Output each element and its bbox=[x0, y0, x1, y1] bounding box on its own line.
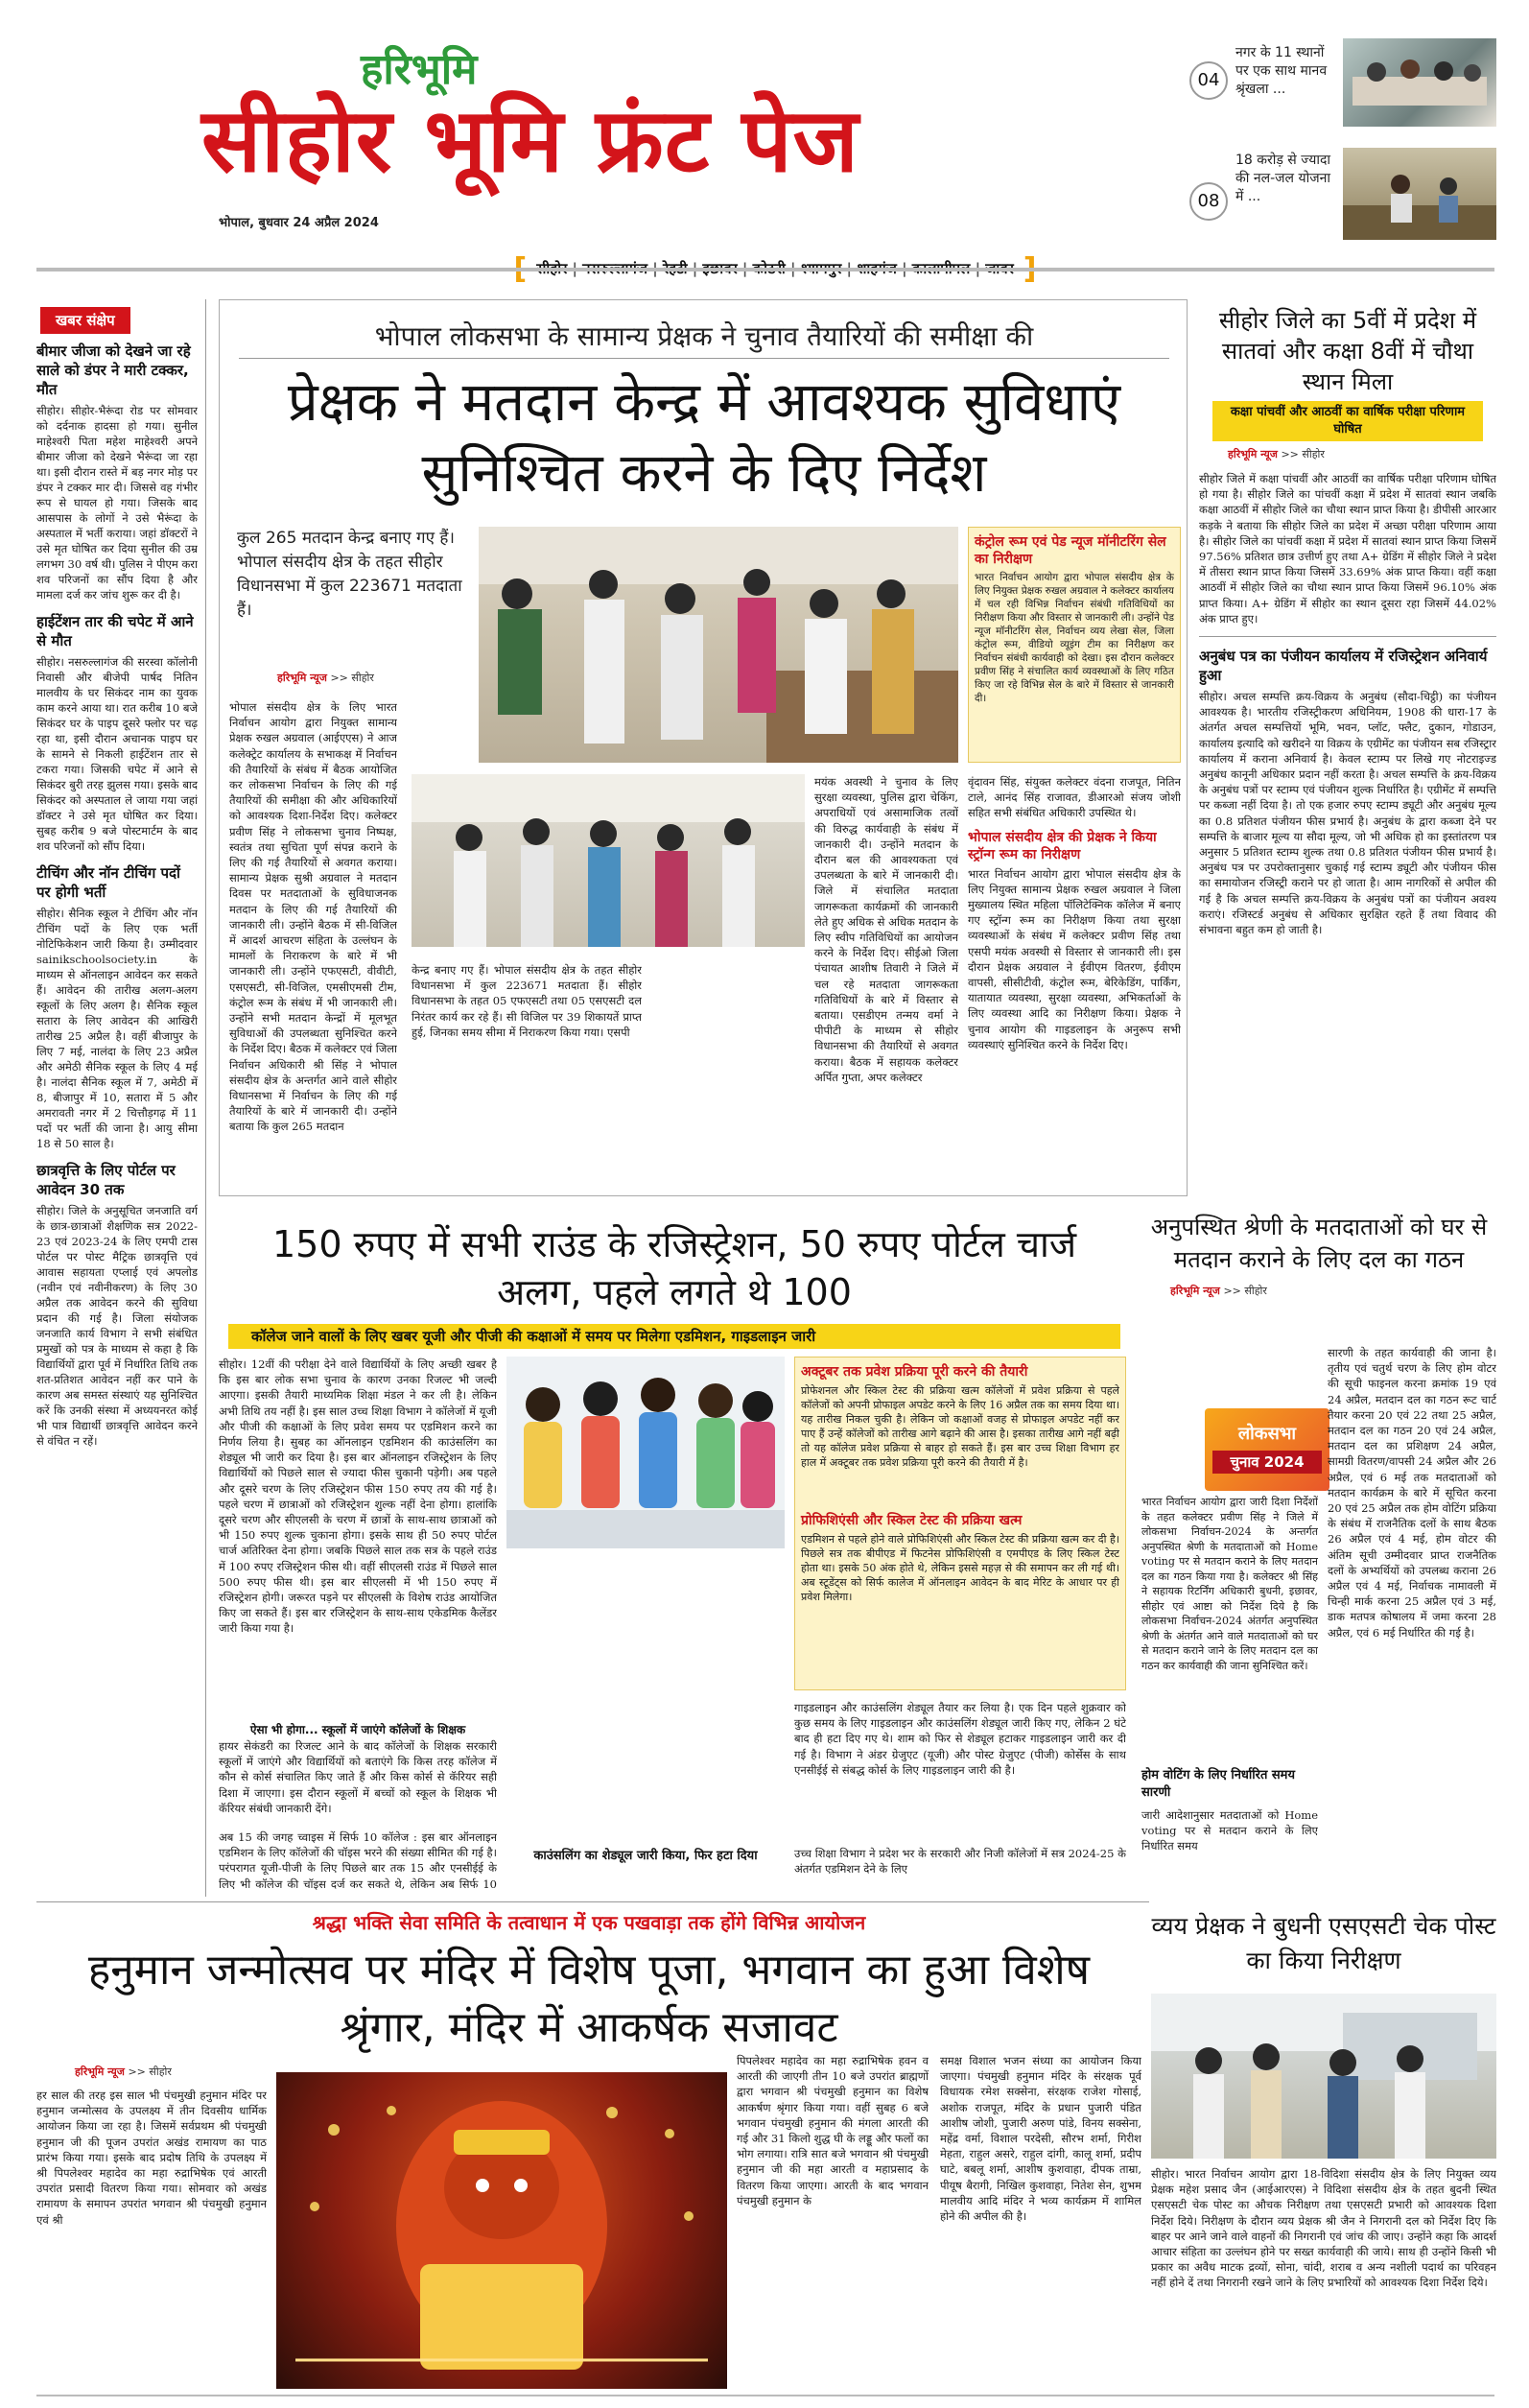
schedule-body: जारी आदेशानुसार मतदाताओं को Home voting पर से मतदान कराने के लिए निर्धारित समय bbox=[1141, 1808, 1318, 1853]
edition-date: भोपाल, बुधवार 24 अप्रैल 2024 bbox=[219, 216, 379, 230]
lead-col-1: भोपाल संसदीय क्षेत्र के लिए भारत निर्वाचन आयोग द्वारा नियुक्त सामान्य प्रेक्षक रुखल अग्रवाल (आईएएस) ने आज कलेक्ट्रेट कार्यालय के सभाकक्ष में निर्वाचन की तैयारियों के संबंध में बैठक आयोजित कर लोकसभा निर्वाचन के लिए की गई तैयारियों की समीक्षा की और अधिकारियों को आवश्यक दिशा-निर्देश दिए। कलेक्टर प्रवीण सिंह ने लोकसभा चुनाव निष्पक्ष, स्वतंत्र तथा सुचिता पूर्ण संपन्न कराने के लिए की गई तैयारियों से अवगत कराया। सामान्य प्रेक्षक सुश्री अग्रवाल ने मतदान दिवस पर मतदाताओं के सुविधाजनक मतदान के लिए की गई तैयारियों की जानकारी ली। उन्होंने बैठक में सी-विजिल में आदर्श आचरण संहिता के उल्लंघन के मामलों के निराकरण के बारे में भी जानकारी ली। उन्होंने एफएसटी, वीवीटी, एसएसटी, सी-विजिल, एमसीएमसी टीम, कंट्रोल रूम के संबंध में भी जानकारी ली। उन्होंने सभी मतदान केन्द्रों में मूलभूत सुविधाओं की उपलब्धता सुनिश्चित करने के निर्देश दिए। बैठक में कलेक्टर एवं जिला निर्वाचन अधिकारी श्री सिंह ने भोपाल संसदीय क्षेत्र के अन्तर्गत आने वाले सीहोर विधानसभा में निर्वाचन के लिए की गई तैयारियों के बारे में जानकारी दी। उन्होंने बताया कि कुल 265 मतदान bbox=[229, 700, 397, 1134]
pull-quote: कुल 265 मतदान केन्द्र बनाए गए हैं। भोपाल संसदीय क्षेत्र के तहत सीहोर विधानसभा में कुल 223671 मतदाता हैं। bbox=[237, 529, 462, 620]
inspection-body: सीहोर। भारत निर्वाचन आयोग द्वारा 18-विदिशा संसदीय क्षेत्र के लिए नियुक्त व्यय प्रेक्षक महेश प्रसाद जैन (आईआरएस) ने विदिशा संसदीय क्षेत्र के तहत बुदनी स्थित एसएसटी चेक पोस्ट का औचक निरीक्षण तथा एसएसटी प्रभारी को आवश्यक दिशा निर्देश दिये। निरीक्षण के दौरान व्यय प्रेक्षक श्री जैन ने निगरानी दल को निर्देश दिए कि बाहर पर आने जाने वाले वाहनों की निगरानी एवं जांच की जाए। उन्होंने कहा कि आदर्श आचार संहिता का उल्लंघन होने पर सख्त कार्यवाही की जाये। साथ ही उन्होंने किसी भी प्रकार का अवैध माटक द्रव्यों, सोना, चांदी, शराब व अन्य नशीली पदार्थ का परिवहन नहीं होने दें तथा निगरानी रखने जाने के लिए प्रभारियों को आवश्यक दिशा निर्देश दिये। bbox=[1151, 2167, 1496, 2290]
photo-hanuman-idol bbox=[276, 2072, 727, 2389]
teaser-photo-pipeline bbox=[1343, 148, 1496, 240]
home-voting-story[interactable] bbox=[1141, 1211, 1496, 1897]
page-title: सीहोर भूमि फ्रंट पेज bbox=[201, 89, 859, 192]
brief-body: सीहोर। सीहोर-भैरूंदा रोड पर सोमवार को दर्दनाक हादसा हो गया। सुनील माहेश्वरी पिता महेश माहेश्वरी अपने बीमार जीजा को देखने भैरूंदा जा रहा था। इसी दौरान रास्ते में बड़ नगर मोड़ पर डंपर ने टक्कर मार दी। जिससे वह गंभीर रूप से घायल हो गया। जिसके बाद आसपास के लोगों ने उसे भैरूंदा के अस्पताल में भर्ती कराया। जहां डॉक्टरों ने उसे मृत घोषित कर दिया सुनील की उम्र लगभग 30 वर्ष थी। पुलिस ने पीएम करा शव परिजनों का सौंप दिया है और मामला दर्ज कर जांच शुरू कर दी है। bbox=[36, 404, 198, 602]
admission-col1b-head: ऐसा भी होगा... स्कूलों में जाएंगे कॉलेजों के शिक्षक bbox=[249, 1723, 466, 1736]
admission-col1b: हायर सेकंडरी का रिजल्ट आने के बाद कॉलेजों के शिक्षक सरकारी स्कूलों में जाएंगे और विद्यार्थियों को बताएंगे कि किस तरह कॉलेज में कौन से कोर्स संचालित किए जाते हैं और किस कोर्स से कॅरियर सही दिशा में जाएगा। इस दौरान स्कूलों में बच्चों को स्कूल के शिक्षक भी कॅरियर संबंधी जानकारी देंगे। bbox=[219, 1739, 497, 1815]
admission-col-1: सीहोर। 12वीं की परीक्षा देने वाले विद्यार्थियों के लिए अच्छी खबर है कि इस बार लोक सभा चुनाव के कारण उनका रिजल्ट भी जल्दी आएगा। इसकी तैयारी माध्यमिक शिक्षा मंडल ने कर ली है। लेकिन अभी तिथि तय नहीं है। इस साल उच्च शिक्षा विभाग ने कॉलेजों में यूजी और पीजी की कक्षाओं के लिए प्रवेश समय पर एडमिशन करने का निर्णय लिया है। सुबह का ऑनलाइन एडमिशन की काउंसलिंग का शेड्यूल भी जारी कर दिया है। इस बार ऑनलाइन रजिस्ट्रेशन के लिए विद्यार्थियों को पिछले साल से ज्यादा फीस चुकानी पड़ेगी। अब पहले और दूसरे चरण के लिए रजिस्ट्रेशन फीस 150 रुपए तय की गई है। पहले चरण में छात्राओं को रजिस्ट्रेशन शुल्क नहीं देना होगा। हालांकि दूसरे चरण और सीएलसी के चरण में छात्रों के साथ-साथ छात्राओं को भी 150 रुपए शुल्क चुकाना होगा। इसके साथ ही 50 रुपए पोर्टल चार्ज अतिरिक्त देना होगा। जबकि पिछले साल तक सत्र के पहले राउंड में 100 रुपए रजिस्ट्रेशन फीस थी। वहीं सीएलसी राउंड में पिछले साल 500 रुपए फीस थी। इस बार सीएलसी में भी 150 रुपए में रजिस्ट्रेशन होगी। जरूरत पड़ने पर सीएलसी के विशेष राउंड आयोजित किए जा सकते हैं। इस बार रजिस्ट्रेशन के साथ-साथ एकेडमिक कैलेंडर जारी किया गया है। bbox=[219, 1357, 497, 1636]
byline: हरिभूमि न्यूज >> सीहोर bbox=[277, 672, 374, 684]
teaser-number: 04 bbox=[1189, 61, 1228, 100]
teaser-1[interactable] bbox=[1189, 38, 1496, 134]
kicker-rule bbox=[239, 358, 1169, 359]
admission-box2-body: एडमिशन से पहले होने वाले प्रोफिशिएंसी और स्किल टेस्ट की प्रक्रिया खत्म कर दी है। पिछले सत्र तक बीपीएड में फिटनेस प्रोफिशिएंसी व एमपीएड के लिए स्किल टेस्ट होता था। इसके 50 अंक होते थे, लेकिन इससे महज़ से की समापन कर ली गई थी। अब स्टूडेंट्स को सिर्फ कालेज में ऑनलाइन आवेदन के बाद मेरिट के आधार पर ही प्रवेश मिलेगा। bbox=[801, 1533, 1119, 1603]
schedule-head: होम वोटिंग के लिए निर्धारित समय सारणी bbox=[1141, 1768, 1296, 1800]
result-body: सीहोर जिले में कक्षा पांचवीं और आठवीं का वार्षिक परीक्षा परिणाम घोषित हो गया है। सीहोर जिले का पांचवीं कक्षा में प्रदेश में सातवां स्थान जबकि कक्षा आठवीं में सीहोर जिले का चौथा स्थान प्राप्त किया है। डीपीसी आरआर कड़के ने बताया कि सीहोर जिले का प्रदेश में अच्छा परीक्षा परिणाम आया है। सीहोर जिले का पांचवीं कक्षा में प्रदेश में सातवां स्थान प्राप्त किया जिसमें 97.56% प्रतिशत छात्र उत्तीर्ण हुए तथा A+ ग्रेडिंग में सीहोर जिले ने प्रदेश में तीसरा स्थान प्राप्त किया जिसमें 33.69% अंक प्राप्त किया। वहीं कक्षा आठवीं में सीहोर जिले का चौथा स्थान प्राप्त किया जिसमें 96.10% अंक प्राप्त किया। A+ ग्रेडिंग में सीहोर का स्थान दूसरा रहा जिसमें 44.02% अंक प्राप्त हुए। bbox=[1199, 472, 1496, 626]
photo-students bbox=[506, 1357, 785, 1548]
result-headline: सीहोर जिले का 5वीं में प्रदेश में सातवां और कक्षा 8वीं में चौथा स्थान मिला bbox=[1218, 307, 1477, 395]
byline: हरिभूमि न्यूज >> सीहोर bbox=[1228, 448, 1325, 460]
admission-strap: कॉलेज जाने वालों के लिए खबर यूजी और पीजी की कक्षाओं में समय पर मिलेगा एडमिशन, गाइडलाइन जारी bbox=[228, 1324, 1120, 1349]
agreement-body: सीहोर। अचल सम्पत्ति क्रय-विक्रय के अनुबंध (सौदा-चिट्ठी) का पंजीयन आवश्यक है। भारतीय रजिस्ट्रीकरण अधिनियम, 1908 की धारा-17 के अंतर्गत अचल सम्पत्तियों भूमि, भवन, प्लॉट, फ्लैट, दुकान, गोडाउन, कार्यालय इत्यादि को खरीदने या विक्रय के एग्रीमेंट का पंजीयन सब रजिस्ट्रार कार्यालय में कराना अनिवार्य है। केवल स्टाम्प पर लिखे गए नोटराइज्ड अनुबंध कानूनी अधिकार प्रदान नहीं करता है। अचल सम्पत्ति के क्रय-विक्रय के अनुबंध पत्रों पर स्टाम्प एवं पंजीयन शुल्क निर्धारित है। एग्रीमेंट में सम्पत्ति पर कब्जा नहीं दिया है। तो एक हजार रुपए स्टाम्प ड्यूटी और अनुबंध मूल्य का 0.8 प्रतिशत पंजीयन फीस प्रभार्य है। अनुबंध के द्वारा कब्जा देने पर सम्पत्ति के बाजार मूल्य या सौदा मूल्य, जो भी अधिक हो का इस्तांतरण पत्र अनुसार 5 प्रतिशत स्टाम्प शुल्क तथा 0.8 प्रतिशत पंजीयन फीस प्रभार्य है। अनुबंध पत्र पर उपरोक्तानुसार चुकाई गई स्टाम्प ड्यूटी और पंजीयन फीस का समायोजन रजिस्ट्री कराने पर हो जाता है। आम नागरिकों से अपील की गई है कि अचल सम्पत्ति क्रय-विक्रय के अनुबंध पत्रों का पंजीयन अवश्य कराएं। रजिस्टर्ड अनुबंध से अधिकार सुरक्षित रहते हैं तथा विवाद की संभावना बहुत कम हो जाती है। bbox=[1199, 690, 1496, 937]
lead-headline: प्रेक्षक ने मतदान केन्द्र में आवश्यक सुविधाएं सुनिश्चित करने के दिए निर्देश bbox=[287, 371, 1121, 505]
admission-box-head: अक्टूबर तक प्रवेश प्रक्रिया पूरी करने की तैयारी bbox=[801, 1364, 1028, 1380]
brief-body: सीहोर। सैनिक स्कूल ने टीचिंग और नॉन टीचिंग पदों के लिए एक भर्ती नोटिफिकेशन जारी किया है। उम्मीदवार sainikschoolsociety.in के माध्यम से ऑनलाइन आवेदन कर सकते हैं। आवेदन की तारीख अलग-अलग स्कूलों के लिए अलग है। सैनिक स्कूल सतारा के लिए आवेदन की आखिरी तारीख 25 अप्रैल है। वहीं बीजापुर के लिए 7 मई, नालंदा के लिए 23 अप्रैल और अमेठी सैनिक स्कूल के लिए 4 मई है। नालंदा सैनिक स्कूल में 7, अमेठी में 8, बीजापुर में 10, सतारा में 5 और अमरावती नगर में 2 चित्तौड़गढ़ में 11 पदों पर भर्ती की जाना है। आयु सीमा 18 से 50 साल है। bbox=[36, 907, 198, 1150]
badge-bottom: चुनाव 2024 bbox=[1212, 1451, 1322, 1474]
counselling-head: काउंसलिंग का शेड्यूल जारी किया, फिर हटा दिया bbox=[533, 1849, 758, 1863]
sidebar-box-head: कंट्रोल रूम एवं पेड न्यूज मॉनीटरिंग सेल का निरीक्षण bbox=[975, 534, 1166, 567]
lead-col-4: वृंदावन सिंह, संयुक्त कलेक्टर वंदना राजपूत, नितिन टाले, आनंद सिंह राजावत, डीआरओ संजय जोशी सहित सभी संबंधित अधिकारी उपस्थित थे। bbox=[968, 775, 1181, 820]
photo-check-post bbox=[1151, 1994, 1496, 2159]
admission-headline: 150 रुपए में सभी राउंड के रजिस्ट्रेशन, 50 रुपए पोर्टल चार्ज अलग, पहले लगते थे 100 bbox=[271, 1223, 1077, 1313]
brief-body: सीहोर। जिले के अनुसूचित जनजाति वर्ग के छात्र-छात्राओं शैक्षणिक सत्र 2022-23 एवं 2023-24 के लिए एमपी टास पोर्टल पर पोस्ट मैट्रिक छात्रवृत्ति एवं आवास सहायता एप्लाई एवं अपलोड (नवीन एवं नवीनीकरण) के लिए 30 अप्रैल तक आवेदन करने की सुविधा प्रदान की गई है। जिला संयोजक जनजाति कार्य विभाग ने सभी संबंधित प्रमुखों को पत्र के माध्यम से कहा है कि विद्यार्थियों द्वारा पूर्व में निर्धारित तिथि तक शत-प्रतिशत आवेदन नहीं कर पाने के कारण अब समस्त संस्थाएं यह सुनिश्चित करें कि उनकी संस्था में अध्ययनरत कोई भी पात्र विद्यार्थी छात्रवृत्ति आवेदन करने से वंचित न रहें। bbox=[36, 1204, 198, 1448]
inspection-headline: व्यय प्रेक्षक ने बुधनी एसएसटी चेक पोस्ट का किया निरीक्षण bbox=[1151, 1912, 1496, 1974]
teaser-text: 18 करोड़ से ज्यादा की नल-जल योजना में ... bbox=[1235, 153, 1331, 204]
photo-meeting-review bbox=[479, 527, 958, 763]
admission-story[interactable] bbox=[219, 1211, 1132, 1897]
brief-item[interactable] bbox=[36, 863, 198, 1151]
result-strap: कक्षा पांचवीं और आठवीं का वार्षिक परीक्षा परिणाम घोषित bbox=[1212, 401, 1483, 441]
lead-col-3: मयंक अवस्थी ने चुनाव के लिए सुरक्षा व्यवस्था, पुलिस द्वारा चेकिंग, अपराधियों एवं असामाजिक तत्वों की विरुद्ध कार्यवाही के संबंध में जानकारी दी। उन्होंने मतदान के दौरान बल की आवश्यकता एवं उपलब्धता के बारे में जानकारी दी। जिले में संचालित मतदाता जागरूकता कार्यक्रमों की जानकारी लेते हुए अधिक से अधिक मतदान के लिए स्वीप गतिविधियों का आयोजन करने के निर्देश दिए। सीईओ जिला पंचायत आशीष तिवारी ने जिले में चल रहे मतदाता जागरूकता गतिविधियों के बारे में विस्तार से बताया। एसडीएम तन्मय वर्मा ने पीपीटी के माध्यम से सीहोर विधानसभा की तैयारियों से अवगत कराया। बैठक में सहायक कलेक्टर अर्पित गुप्ता, अपर कलेक्टर bbox=[814, 775, 958, 1084]
briefs-label: खबर संक्षेप bbox=[40, 307, 130, 334]
teaser-number: 08 bbox=[1189, 182, 1228, 221]
festival-headline: हनुमान जन्मोत्सव पर मंदिर में विशेष पूजा, भगवान का हुआ विशेष श्रृंगार, मंदिर में आकर्षक सजावट bbox=[87, 1946, 1091, 2052]
masthead-rule bbox=[36, 268, 1494, 271]
brief-headline: टीचिंग और नॉन टीचिंग पदों पर होगी भर्ती bbox=[36, 864, 180, 901]
section-rule bbox=[36, 1901, 1149, 1902]
home-voting-col-2: सारणी के तहत कार्यवाही की जाना है। तृतीय एवं चतुर्थ चरण के लिए होम वोटर की सूची फाइनल करना क्रमांक 19 एवं 24 अप्रैल, मतदान दल का गठन रूट चार्ट तैयार करना 20 एवं 22 तथा 25 अप्रैल, मतदान दल का गठन 20 एवं 24 अप्रैल, मतदान दल का प्रशिक्षण 24 अप्रैल, सामग्री वितरण/वापसी 24 अप्रैल और 26 अप्रैल, एवं 6 मई तक मतदाताओं को मतदान कार्यक्रम के बारे में सूचित करना 20 एवं 25 अप्रैल तक होम वोटिंग प्रक्रिया के संबंध में राजनैतिक दलों के साथ बैठक 26 अप्रैल एवं 4 मई, होम वोटर की अंतिम सूची उम्मीदवार प्राप्त राजनैतिक दलों के अभ्यर्थियों को उपलब्ध कराना 26 अप्रैल एवं 4 मई, निर्वाचक नामावली में चिन्ही मार्क करना 25 अप्रैल एवं 3 मई, डाक मतपत्र कोषालय में जमा करना 28 अप्रैल, एवं 6 मई निर्धारित की गई है। bbox=[1328, 1346, 1496, 1640]
page-bottom-rule bbox=[36, 2395, 1494, 2396]
brief-body: सीहोर। नसरुल्लागंज की सरस्वा कॉलोनी निवासी और बीजेपी पार्षद नितिन मालवीय के घर सिकंदर नाम का युवक काम करने आया था। रात करीब 10 बजे सिकंदर घर के पाइप दूसरे फ्लोर पर चढ़ रहा था, इसी दौरान अचानक पाइप घर के सामने से निकली हाईटेंशन तार से टकरा गया। जिसकी चपेट में आने से सिकंदर बुरी तरह झुलस गया। इसके बाद सिकंदर को अस्पताल ले जाया गया जहां डॉक्टर ने उसे मृत घोषित कर दिया। सुबह करीब 9 बजे पोस्टमार्टम के बाद शव परिजनों को सौंप दिया। bbox=[36, 655, 198, 853]
sidebar-box-body: भारत निर्वाचन आयोग द्वारा भोपाल संसदीय क्षेत्र के लिए नियुक्त प्रेक्षक रुखल अग्रवाल ने कलेक्टर कार्यालय में चल रही विभिन्न निर्वाचन संबंधी गतिविधियों का निरीक्षण किया और विस्तार से जानकारी ली। उन्होंने पेड न्यूज मॉनीटरिंग सेल, निर्वाचन व्यय लेखा सेल, जिला कंट्रोल रूम, वीडियो व्यूइंग टीम का निरीक्षण कर निर्वाचन संबंधी कार्यवाही को देखा। इस दौरान कलेक्टर प्रवीण सिंह ने संचालित कार्य व्यवस्थाओं के लिए गठित किए जा रहे विभिन्न सेल के बारे में विस्तार से जानकारी दी। bbox=[975, 572, 1174, 704]
home-voting-body: भारत निर्वाचन आयोग द्वारा जारी दिशा निर्देशों के तहत कलेक्टर प्रवीण सिंह ने जिले में लोकसभा निर्वाचन-2024 के अन्तर्गत अनुपस्थित श्रेणी के मतदाताओं को Home voting पर से मतदान कराने के लिए मतदान दल का गठन किया गया है। कलेक्टर श्री सिंह ने सहायक रिटर्निंग अधिकारी बुधनी, इछावर, सीहोर एवं आष्टा को निर्देश दिये है कि लोकसभा निर्वाचन-2024 अंतर्गत अनुपस्थित श्रेणी के अंतर्गत आने वाले मतदाताओं को घर से मतदान कराने जाने के लिए मतदान दल का गठन कर कार्यवाही की जाना सुनिश्चित करें। bbox=[1141, 1496, 1318, 1672]
festival-col-1: हर साल की तरह इस साल भी पंचमुखी हनुमान मंदिर पर हनुमान जन्मोत्सव के उपलक्ष्य में तीन दिवसीय धार्मिक आयोजन किया जा रहा है। जिसमें सर्वप्रथम श्री पंचमुखी हनुमान जी की पूजन उपरांत अखंड रामायण का पाठ प्रारंभ किया गया। इसके बाद प्रदोष तिथि के उपलक्ष्य में श्री पिपलेश्वर महादेव का महा रुद्राभिषेक एवं आरती उपरांत प्रसादी वितरण किया गया। सोमवार को अखंड रामायण के समापन उपरांत भगवान श्री पंचमुखी हनुमान एवं श्री bbox=[36, 2089, 267, 2227]
inspection-story[interactable] bbox=[1151, 1909, 1496, 2389]
admission-box-body: प्रोफेशनल और स्किल टेस्ट की प्रक्रिया खत्म कॉलेजों में प्रवेश प्रक्रिया से पहले कॉलेजों को अपनी प्रोफाइल अपडेट करने के लिए 16 अप्रैल तक का समय दिया था। यह तारीख निकल चुकी है। लेकिन जो कक्षाओं वजह से प्रोफाइल अपडेट नहीं कर पाए हैं उन्हें कॉलेजों को तारीख आगे बढ़ाने की आस है। इसका तारीख आगे नहीं बढ़ी तो यह कॉलेज प्रवेश प्रक्रिया से बाहर हो सकते हैं। इस बार उच्च शिक्षा विभाग हर हाल में अक्टूबर तक प्रवेश प्रक्रिया पूरी करने की तैयारी में है। bbox=[801, 1384, 1119, 1469]
badge-top: लोकसभा bbox=[1237, 1424, 1297, 1444]
lead-story[interactable] bbox=[219, 299, 1188, 1196]
festival-col-2: पिपलेश्वर महादेव का महा रुद्राभिषेक हवन व आरती की जाएगी तीन 10 बजे उपरांत ब्राह्मणों द्वारा भगवान श्री पंचमुखी हनुमान का विशेष आकर्षण श्रृंगार किया गया। वहीं सुबह 6 बजे भगवान पंचमुखी हनुमान की मंगला आरती की गई और 31 किलो शुद्ध घी के लड्डू और फलों का भोग लगाया। रात्रि सात बजे भगवान श्री पंचमुखी हनुमान जी की महा आरती व महाप्रसाद के वितरण किया जाएगा। आरती के बाद भगवान पंचमुखी हनुमान के bbox=[737, 2054, 929, 2207]
lead-col-2: केन्द्र बनाए गए हैं। भोपाल संसदीय क्षेत्र के तहत सीहोर विधानसभा में कुल 223671 मतदाता हैं। सीहोर विधानसभा के तहत 05 एफएसटी तथा 05 एसएसटी दल निरंतर कार्य कर रहे हैं। सी विजिल पर 39 शिकायतें प्राप्त हुई, जिनका समय सीमा में निराकरण किया गया। एसपी bbox=[412, 963, 642, 1039]
photo-control-room bbox=[412, 774, 805, 947]
teaser-text: नगर के 11 स्थानों पर एक साथ मानव श्रृंखला ... bbox=[1235, 45, 1328, 97]
sidebar-box bbox=[968, 527, 1181, 763]
festival-col-3: समक्ष विशाल भजन संध्या का आयोजन किया जाएगा। पंचमुखी हनुमान मंदिर के संरक्षक पूर्व विधायक रमेश सक्सेना, संरक्षक राजेश गोसाई, अशोक राजपूत, मंदिर के प्रधान पुजारी पंडित आशीष जोशी, पुजारी अरुण पांडे, विनय सक्सेना, महेंद्र वर्मा, विशाल परदेसी, सौरभ शर्मा, गिरीश मेहता, राहुल असरे, राहुल दांगी, कालू शर्मा, प्रदीप घाटे, बबलू शर्मा, आशीष कुशवाहा, दीपक ताम्रा, पीयूष बैरागी, निखिल कुशवाहा, नितेश सेन, शुभम मालवीय आदि मंदिर ने भव्य कार्यक्रम में शामिल होने की अपील की है। bbox=[940, 2054, 1141, 2224]
masthead bbox=[192, 38, 1074, 230]
agreement-head: अनुबंध पत्र का पंजीयन कार्यालय में रजिस्ट्रेशन अनिवार्य हुआ bbox=[1199, 648, 1488, 685]
divider bbox=[1199, 636, 1496, 637]
result-story[interactable] bbox=[1199, 305, 1496, 1216]
brand-logo: हरिभूमि bbox=[361, 45, 478, 94]
strongroom-head: भोपाल संसदीय क्षेत्र की प्रेक्षक ने किया स्ट्रॉन्ग रूम का निरीक्षण bbox=[968, 829, 1157, 862]
home-voting-headline: अनुपस्थित श्रेणी के मतदाताओं को घर से मतदान कराने के लिए दल का गठन bbox=[1150, 1214, 1488, 1273]
festival-strap: श्रद्धा भक्ति सेवा समिति के तत्वाधान में एक पखवाड़ा तक होंगे विभिन्न आयोजन bbox=[312, 1911, 866, 1934]
brief-headline: हाईटेंशन तार की चपेट में आने से मौत bbox=[36, 613, 194, 649]
admission-col-3b: उच्च शिक्षा विभाग ने प्रदेश भर के सरकारी और निजी कॉलेजों में सत्र 2024-25 के अंतर्गत एडमिशन देने के लिए bbox=[794, 1847, 1126, 1877]
strongroom-body: भारत निर्वाचन आयोग द्वारा भोपाल संसदीय क्षेत्र के लिए नियुक्त सामान्य प्रेक्षक रुखल अग्रवाल ने जिला मुख्यालय स्थित महिला पॉलिटेक्निक कॉलेज में बनाए गए स्ट्रॉन्ग रूम का निरीक्षण किया तथा सुरक्षा व्यवस्थाओं के संबंध में कलेक्टर प्रवीण सिंह तथा एसपी मयंक अवस्थी से विस्तार से जानकारी ली। इस दौरान प्रेक्षक अग्रवाल ने ईवीएम वितरण, ईवीएम वापसी, सीसीटीवी, कंट्रोल रूम, बेरिकेडिंग, पार्किंग, यातायात व्यवस्था, सुरक्षा व्यवस्था, अभिकर्ताओं के लिए व्यवस्था आदि का निरीक्षण किया। प्रेक्षक ने चुनाव आयोग की गाइडलाइन के अनुरूप सभी व्यवस्थाएं सुनिश्चित करने के निर्देश दिए। bbox=[968, 866, 1181, 1051]
admission-box2-head: प्रोफिशिएंसी और स्किल टेस्ट की प्रक्रिया खत्म bbox=[801, 1513, 1023, 1528]
column-divider bbox=[205, 299, 206, 1897]
lead-kicker: भोपाल लोकसभा के सामान्य प्रेक्षक ने चुनाव तैयारियों की समीक्षा की bbox=[374, 320, 1034, 352]
teaser-photo-meeting bbox=[1343, 38, 1496, 127]
byline: हरिभूमि न्यूज >> सीहोर bbox=[75, 2066, 172, 2078]
admission-col1c: अब 15 की जगह च्वाइस में सिर्फ 10 कॉलेज : इस बार ऑनलाइन एडमिशन के लिए कॉलेजों की चॉइस भरने की संख्या सीमित की गई है। परंपरागत यूजी-पीजी के लिए पिछले बार तक 15 और एनसीईई के लिए भी कॉलेज की चॉइस दर्ज कर सकते थे, लेकिन अब सिर्फ 10 bbox=[219, 1830, 497, 1891]
brief-headline: बीमार जीजा को देखने जा रहे साले को डंपर ने मारी टक्कर, मौत bbox=[36, 342, 191, 398]
admission-box bbox=[794, 1357, 1126, 1690]
festival-story[interactable] bbox=[36, 1909, 1141, 2389]
briefs-column bbox=[36, 307, 198, 1890]
brief-headline: छात्रवृत्ति के लिए पोर्टल पर आवेदन 30 तक bbox=[36, 1162, 176, 1198]
lead-right-col bbox=[968, 774, 1181, 1196]
teaser-2[interactable] bbox=[1189, 144, 1496, 240]
brief-item[interactable] bbox=[36, 612, 198, 854]
byline: हरिभूमि न्यूज >> सीहोर bbox=[1170, 1285, 1267, 1297]
brief-item[interactable] bbox=[36, 342, 198, 602]
brief-item[interactable] bbox=[36, 1161, 198, 1449]
admission-col-3: गाइडलाइन और काउंसलिंग शेड्यूल तैयार कर लिया है। एक दिन पहले शुक्रवार को कुछ समय के लिए गाइडलाइन और काउंसलिंग शेड्यूल जारी किए गए, लेकिन 2 घंटे बाद ही हटा दिए गए थे। शाम को फिर से शेड्यूल हटाकर गाइडलाइन जारी कर दी गई है। विभाग ने अंडर ग्रेजुएट (यूजी) और पोस्ट ग्रेजुएट (पीजी) कोर्सेस के साथ एनसीईई से संबद्ध कोर्स के लिए गाइडलाइन जारी की है। bbox=[794, 1701, 1126, 1777]
